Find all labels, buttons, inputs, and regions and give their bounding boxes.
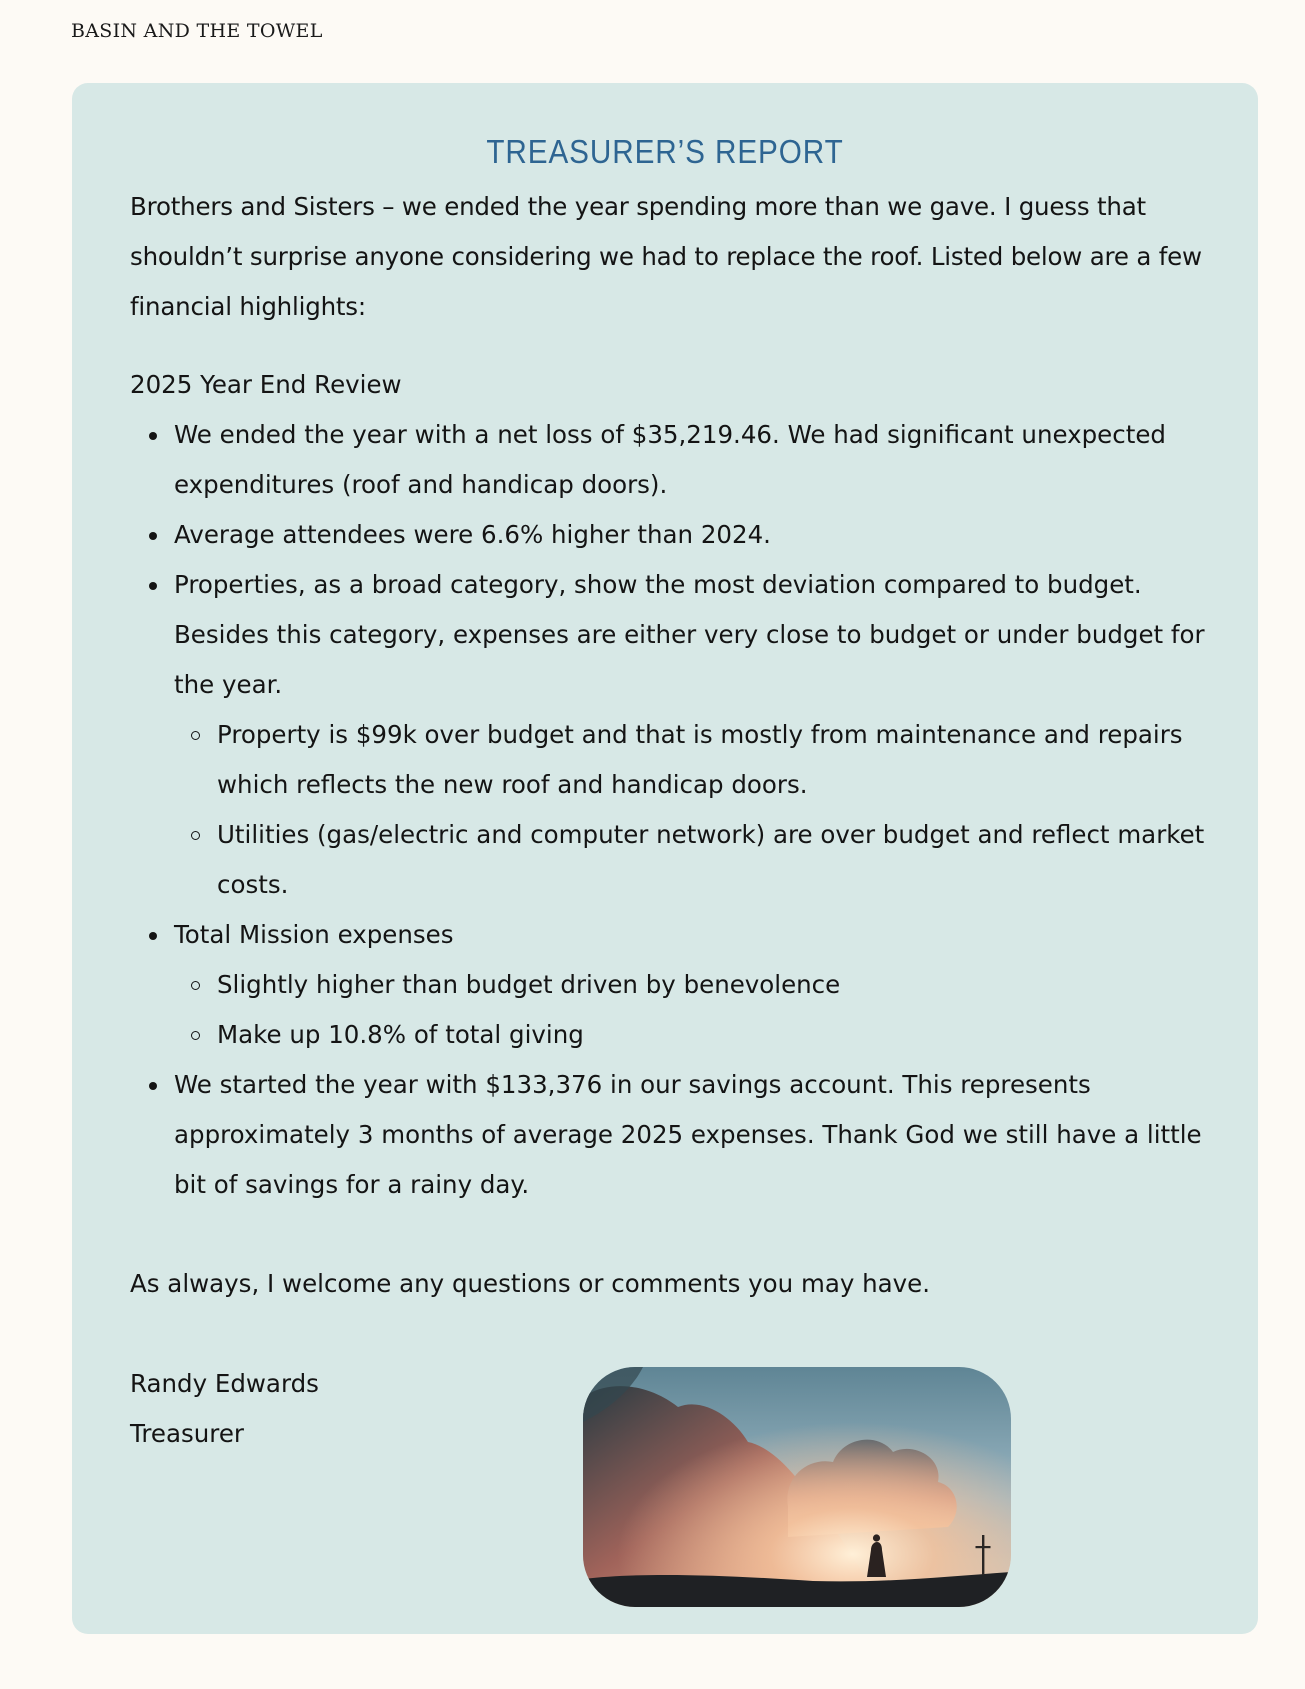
list-item [174, 1060, 1240, 1210]
highlights-list [130, 410, 1240, 1210]
closing-paragraph: As always, I welcome any questions or comments you may have. [130, 1269, 931, 1298]
list-item [174, 560, 1240, 910]
sub-list-item: Utilities (gas/electric and computer network) are over budget and reflect market costs. [217, 810, 1240, 910]
sunset-cross-photo [583, 1367, 1011, 1607]
list-item-text: Average attendees were 6.6% higher than 2024. [174, 520, 771, 549]
review-heading: 2025 Year End Review [130, 370, 402, 399]
list-item-text: We started the year with $133,376 in our savings account. This represents approximately 3 months of average 2025 expenses. Thank God we still have a little bit of savings for a rainy day. [174, 1070, 1202, 1199]
sub-list-item: Property is $99k over budget and that is mostly from maintenance and repairs which reflects the new roof and handicap doors. [217, 710, 1240, 810]
report-body [130, 182, 1240, 1459]
list-item-text: We ended the year with a net loss of $35,219.46. We had significant unexpected expenditures (roof and handicap doors). [174, 420, 1166, 499]
signature-role: Treasurer [130, 1419, 244, 1448]
sub-list-item: Slightly higher than budget driven by benevolence [217, 960, 1240, 1010]
sub-list [174, 960, 1240, 1060]
sub-list [174, 710, 1240, 910]
list-item-text: Properties, as a broad category, show the most deviation compared to budget. Besides this category, expenses are either very close to budget or under budget for the year. [174, 570, 1205, 699]
intro-paragraph: Brothers and Sisters – we ended the year spending more than we gave. I guess that shouldn’t surprise anyone considering we had to replace the roof. Listed below are a few financial highlights: [130, 192, 1202, 321]
list-item [174, 510, 1240, 560]
newsletter-title: BASIN AND THE TOWEL [71, 20, 323, 42]
sub-list-item: Make up 10.8% of total giving [217, 1010, 1240, 1060]
report-card [72, 83, 1258, 1634]
list-item [174, 410, 1240, 510]
list-item-text: Total Mission expenses [174, 920, 454, 949]
signature-name: Randy Edwards [130, 1369, 319, 1398]
list-item [174, 910, 1240, 1060]
report-title: TREASURER’S REPORT [486, 133, 844, 170]
